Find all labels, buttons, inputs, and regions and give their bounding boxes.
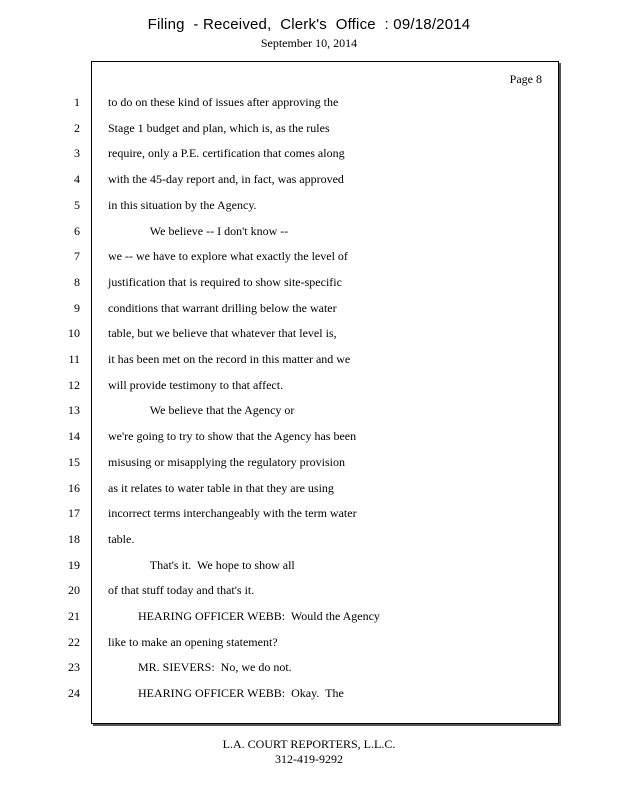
- line-text: Stage 1 budget and plan, which is, as the rules: [108, 120, 330, 135]
- line-number: 24: [68, 686, 80, 701]
- line-text: of that stuff today and that's it.: [108, 583, 255, 598]
- line-number: 3: [74, 146, 80, 161]
- line-number: 7: [74, 249, 80, 264]
- transcript-line: [0, 658, 618, 676]
- transcript-line: [0, 144, 618, 162]
- line-text: conditions that warrant drilling below the water: [108, 300, 337, 315]
- line-text: We believe -- I don't know --: [108, 223, 289, 238]
- line-number: 1: [74, 95, 80, 109]
- line-text: misusing or misapplying the regulatory provision: [108, 454, 345, 469]
- hearing-date: September 10, 2014: [260, 36, 358, 50]
- line-text: we're going to try to show that the Agency has been: [108, 429, 357, 444]
- line-number: 10: [68, 326, 80, 341]
- transcript-line: [0, 453, 618, 471]
- transcript-line: [0, 299, 618, 317]
- line-number: 20: [68, 583, 80, 598]
- line-text: table.: [108, 531, 135, 546]
- line-text: We believe that the Agency or: [108, 403, 295, 418]
- line-text: incorrect terms interchangeably with the term water: [108, 506, 357, 521]
- transcript-line: [0, 633, 618, 651]
- transcript-line: [0, 479, 618, 497]
- transcript-line: [0, 581, 618, 599]
- line-text: will provide testimony to that affect.: [108, 377, 284, 392]
- line-text: HEARING OFFICER WEBB: Okay. The: [108, 686, 344, 701]
- filing-stamp: Filing - Received, Clerk's Office : 09/18/2014: [147, 16, 471, 33]
- line-text: MR. SIEVERS: No, we do not.: [108, 660, 292, 675]
- transcript-line: [0, 222, 618, 240]
- footer-company: L.A. COURT REPORTERS, L.L.C.: [222, 737, 396, 751]
- line-text: in this situation by the Agency.: [108, 197, 257, 212]
- line-number: 12: [68, 377, 80, 392]
- line-number: 13: [68, 403, 80, 418]
- line-number: 15: [68, 454, 80, 469]
- page-number: Page 8: [509, 72, 542, 86]
- line-number: 9: [74, 300, 80, 315]
- transcript-line: [0, 350, 618, 368]
- line-number: 8: [74, 274, 80, 289]
- transcript-line: [0, 504, 618, 522]
- transcript-line: [0, 170, 618, 188]
- line-text: That's it. We hope to show all: [108, 557, 295, 572]
- transcript-line: [0, 401, 618, 419]
- line-number: 22: [68, 634, 80, 649]
- line-text: require, only a P.E. certification that comes along: [108, 146, 345, 161]
- line-text: justification that is required to show site-specific: [108, 274, 342, 289]
- line-number: 23: [68, 660, 80, 675]
- line-number: 16: [68, 480, 80, 495]
- line-text: like to make an opening statement?: [108, 634, 278, 649]
- transcript-line: [0, 530, 618, 548]
- footer-phone: 312-419-9292: [275, 752, 343, 766]
- line-number: 4: [74, 172, 80, 187]
- line-text: we -- we have to explore what exactly the level of: [108, 249, 348, 264]
- transcript-line: [0, 273, 618, 291]
- transcript-line: [0, 196, 618, 214]
- line-text: it has been met on the record in this matter and we: [108, 352, 351, 366]
- line-text: HEARING OFFICER WEBB: Would the Agency: [108, 609, 380, 623]
- transcript-line: [0, 556, 618, 574]
- transcript-line: [0, 247, 618, 265]
- line-number: 18: [68, 531, 80, 546]
- line-text: with the 45-day report and, in fact, was approved: [108, 172, 344, 187]
- transcript-line: [0, 684, 618, 702]
- transcript-line: [0, 93, 618, 111]
- line-text: as it relates to water table in that they are using: [108, 480, 334, 495]
- line-number: 11: [68, 352, 80, 366]
- line-number: 17: [68, 506, 80, 521]
- line-number: 5: [74, 197, 80, 212]
- line-text: table, but we believe that whatever that level is,: [108, 326, 337, 341]
- line-number: 19: [68, 557, 80, 572]
- line-number: 21: [68, 609, 80, 623]
- line-number: 2: [74, 120, 80, 135]
- line-number: 14: [68, 429, 80, 444]
- transcript-line: [0, 607, 618, 625]
- transcript-line: [0, 376, 618, 394]
- transcript-line: [0, 427, 618, 445]
- line-text: to do on these kind of issues after approving the: [108, 95, 339, 109]
- transcript-line: [0, 324, 618, 342]
- transcript-line: [0, 119, 618, 137]
- line-number: 6: [74, 223, 80, 238]
